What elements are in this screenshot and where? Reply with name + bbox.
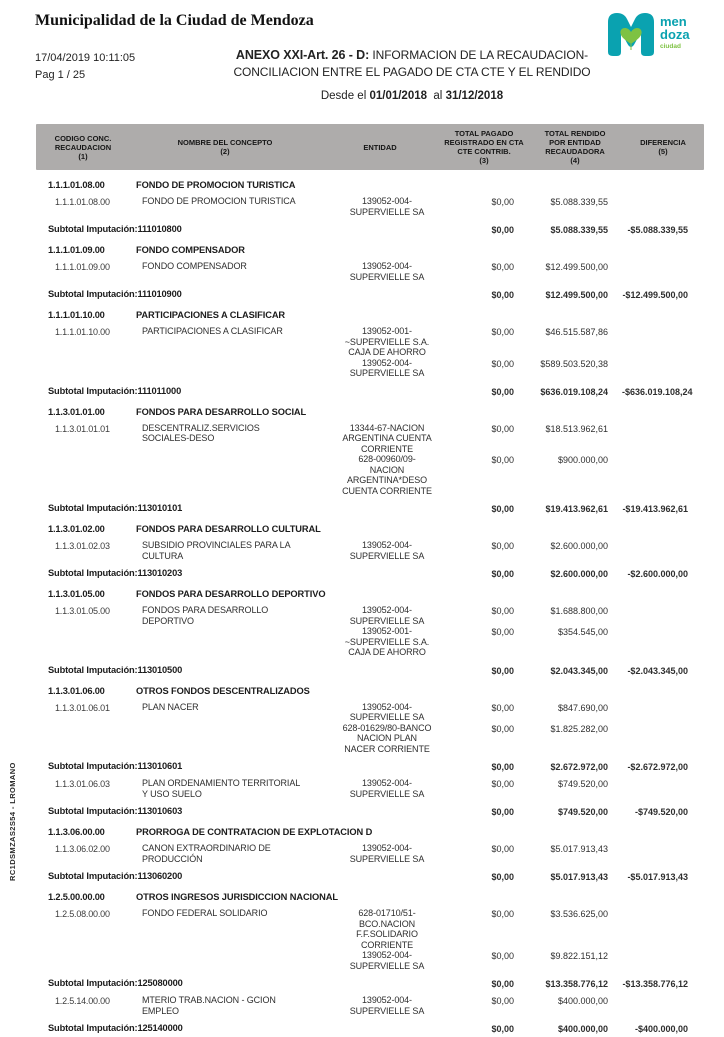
entity-cell: 139052-004- SUPERVIELLE SA [349,196,425,217]
subtotal-rendered-amount: $19.413.962,61 [545,504,608,514]
entity-entry-row [320,995,704,1016]
difference-amount [622,540,704,561]
table-row-subtotal [36,568,704,579]
subtotal-rendered-amount: $636.019.108,24 [540,386,608,397]
section-code: 1.1.1.01.10.00 [48,310,105,320]
concept-name: PARTICIPACIONES A CLASIFICAR [142,326,283,336]
entity-cell: 139052-001- ~SUPERVIELLE S.A. CAJA DE AHORRO [344,626,430,657]
entity-cell: 139052-004- SUPERVIELLE SA [349,540,425,561]
subtotal-rendered-amount: $749.520,00 [557,807,608,817]
subtotal-paid-amount: $0,00 [491,225,514,235]
concept-code: 1.1.1.01.09.00 [55,262,110,272]
subtotal-label: Subtotal Imputación:113010601 [48,761,183,771]
concept-name: FONDOS PARA DESARROLLO DEPORTIVO [142,605,269,626]
report-title-line1: INFORMACION DE LA RECAUDACION- [369,48,589,62]
report-datetime: 17/04/2019 10:11:05 [35,52,136,64]
paid-amount: $0,00 [491,262,514,272]
table-row-detail [36,702,704,755]
rendered-amount: $18.513.962,61 [545,423,608,434]
difference-amount [622,950,704,971]
table-row-subtotal [36,503,704,514]
table-body [36,180,704,1034]
entity-entry-row [320,605,704,626]
concept-name: FONDO DE PROMOCION TURISTICA [142,196,296,206]
concept-name: CANON EXTRAORDINARIO DE PRODUCCIÓN [142,843,271,864]
concept-code: 1.1.3.06.02.00 [55,844,110,854]
subtotal-label: Subtotal Imputación:111010900 [48,289,182,299]
entity-entry-row [320,540,704,561]
section-label: PARTICIPACIONES A CLASIFICAR [136,310,286,320]
subtotal-difference-amount: -$2.043.345,00 [627,665,688,676]
concept-code: 1.1.1.01.08.00 [55,197,110,207]
subtotal-paid-amount: $0,00 [491,872,514,882]
difference-amount [622,843,704,864]
entity-entries [320,261,704,282]
report-title-line2: CONCILIACION ENTRE EL PAGADO DE CTA CTE Y EL RENDIDO [233,65,591,79]
difference-amount [622,326,704,358]
entity-cell: 139052-004- SUPERVIELLE SA [349,778,425,799]
concept-code: 1.1.3.01.06.01 [55,702,110,713]
entity-cell: 628-00960/09- NACION ARGENTINA*DESO CUENTA CORRIENTE [342,454,432,496]
subtotal-paid-amount: $0,00 [491,762,514,772]
subtotal-paid-amount: $0,00 [491,665,514,676]
entity-cell: 139052-004- SUPERVIELLE SA [349,357,425,378]
rendered-amount: $5.088.339,55 [550,197,608,207]
concept-code: 1.2.5.14.00.00 [55,996,110,1006]
table-row-section [36,589,704,599]
concept-code: 1.1.3.01.02.03 [55,541,110,551]
subtotal-difference-amount: -$2.600.000,00 [627,569,688,579]
paid-amount: $0,00 [491,358,514,369]
page-number: Pag 1 / 25 [35,69,86,81]
entity-cell: 139052-004- SUPERVIELLE SA [349,701,425,722]
difference-amount [622,995,704,1016]
section-label: FONDOS PARA DESARROLLO SOCIAL [136,406,307,417]
entity-entries [320,702,704,755]
report-meta [35,50,135,84]
rendered-amount: $354.545,00 [557,627,608,637]
entity-entry-row [320,778,704,799]
rendered-amount: $1.688.800,00 [550,606,608,616]
subtotal-label: Subtotal Imputación:111010800 [48,224,182,234]
subtotal-difference-amount: -$400.000,00 [634,1024,688,1034]
section-label: FONDOS PARA DESARROLLO DEPORTIVO [136,589,326,599]
table-row-detail [36,995,704,1016]
table-row-detail [36,908,704,971]
table-row-detail [36,843,704,864]
period-from-date: 01/01/2018 [369,90,428,102]
subtotal-rendered-amount: $2.043.345,00 [550,665,608,676]
entity-entries [320,995,704,1016]
concept-code: 1.1.3.01.01.01 [55,423,110,434]
subtotal-paid-amount: $0,00 [491,1024,514,1034]
concept-name: MTERIO TRAB.NACION - GCION EMPLEO [142,995,276,1016]
entity-entries [320,908,704,971]
entity-entries [320,843,704,864]
paid-amount: $0,00 [491,606,514,616]
rendered-amount: $46.515.587,86 [545,327,608,337]
difference-amount [622,778,704,799]
subtotal-difference-amount: -$12.499.500,00 [622,290,688,300]
table-row-subtotal [36,665,704,676]
entity-entry-row [320,326,704,358]
entity-entry-row [320,454,704,496]
paid-amount: $0,00 [491,423,514,434]
entity-entries [320,540,704,561]
subtotal-paid-amount: $0,00 [491,979,514,989]
paid-amount: $0,00 [491,951,514,961]
section-code: 1.1.3.01.06.00 [48,685,105,696]
table-row-section [36,180,704,190]
reconciliation-table [36,124,704,1037]
subtotal-rendered-amount: $5.017.913,43 [550,872,608,882]
table-row-subtotal [36,289,704,300]
table-header-row [36,124,704,170]
entity-entries [320,605,704,658]
section-code: 1.1.3.01.05.00 [48,589,105,599]
column-header-rendido: TOTAL RENDIDO POR ENTIDAD RECAUDADORA (4) [544,129,606,165]
subtotal-rendered-amount: $400.000,00 [557,1024,608,1034]
table-row-detail [36,778,704,799]
period-mid: al [427,90,446,102]
period-prefix: Desde el [320,90,370,102]
rendered-amount: $9.822.151,12 [550,951,608,961]
rendered-amount: $1.825.282,00 [550,723,608,734]
table-row-subtotal [36,761,704,772]
logo-text-doza: doza [660,27,690,42]
entity-entry-row [320,196,704,217]
paid-amount: $0,00 [491,327,514,337]
section-code: 1.1.3.01.01.00 [48,406,105,417]
subtotal-rendered-amount: $5.088.339,55 [550,225,608,235]
table-row-subtotal [36,871,704,882]
subtotal-paid-amount: $0,00 [491,504,514,514]
difference-amount [622,261,704,282]
subtotal-difference-amount: -$13.358.776,12 [622,979,688,989]
column-header-pagado: TOTAL PAGADO REGISTRADO EN CTA CTE CONTRIB. (3) [444,129,524,165]
subtotal-label: Subtotal Imputación:125140000 [48,1023,183,1033]
subtotal-paid-amount: $0,00 [491,386,514,397]
rendered-amount: $3.536.625,00 [550,909,608,919]
subtotal-label: Subtotal Imputación:113010603 [48,806,183,816]
subtotal-paid-amount: $0,00 [491,290,514,300]
table-row-detail [36,540,704,561]
entity-cell: 139052-001- ~SUPERVIELLE S.A. CAJA DE AHORRO [344,326,430,357]
table-row-detail [36,423,704,497]
entity-entries [320,196,704,217]
entity-entry-row [320,261,704,282]
difference-amount [622,908,704,950]
table-row-detail [36,196,704,217]
entity-entry-row [320,843,704,864]
entity-cell: 13344-67-NACION ARGENTINA CUENTA CORRIENTE [342,422,432,454]
difference-amount [622,454,704,496]
entity-entry-row [320,723,704,755]
subtotal-label: Subtotal Imputación:113010101 [48,503,183,513]
table-row-section [36,310,704,320]
organization-title: Municipalidad de la Ciudad de Mendoza [35,12,314,29]
subtotal-rendered-amount: $2.600.000,00 [550,569,608,579]
table-row-section [36,407,704,417]
difference-amount [622,702,704,723]
concept-name: PLAN ORDENAMIENTO TERRITORIAL Y USO SUELO [142,778,300,799]
logo-text-ciudad: ciudad [660,43,681,50]
concept-name: SUBSIDIO PROVINCIALES PARA LA CULTURA [142,540,290,561]
table-row-subtotal [36,978,704,989]
entity-cell: 139052-004- SUPERVIELLE SA [349,995,425,1016]
rendered-amount: $749.520,00 [557,779,608,789]
entity-entries [320,326,704,379]
section-label: OTROS FONDOS DESCENTRALIZADOS [136,685,310,696]
paid-amount: $0,00 [491,197,514,207]
section-code: 1.2.5.00.00.00 [48,892,105,902]
difference-amount [622,358,704,379]
report-title [150,47,674,81]
section-code: 1.1.1.01.09.00 [48,245,105,255]
subtotal-paid-amount: $0,00 [491,569,514,579]
entity-entry-row [320,358,704,379]
concept-code: 1.1.3.01.06.03 [55,779,110,789]
rendered-amount: $5.017.913,43 [550,844,608,854]
concept-code: 1.2.5.08.00.00 [55,909,110,919]
subtotal-difference-amount: -$636.019.108,24 [622,386,693,397]
mendoza-ciudad-logo [600,6,700,58]
paid-amount: $0,00 [491,702,514,713]
concept-code: 1.1.3.01.05.00 [55,606,110,616]
subtotal-difference-amount: -$5.088.339,55 [627,225,688,235]
paid-amount: $0,00 [491,909,514,919]
entity-cell: 139052-004- SUPERVIELLE SA [349,843,425,864]
concept-name: DESCENTRALIZ.SERVICIOS SOCIALES-DESO [142,422,260,443]
subtotal-difference-amount: -$5.017.913,43 [627,872,688,882]
table-row-subtotal [36,806,704,817]
period-to-date: 31/12/2018 [445,90,504,102]
concept-name: PLAN NACER [142,701,199,712]
rendered-amount: $12.499.500,00 [545,262,608,272]
difference-amount [622,723,704,755]
column-header-codigo: CODIGO CONC. RECAUDACION (1) [54,133,112,161]
difference-amount [622,605,704,626]
concept-name: FONDO FEDERAL SOLIDARIO [142,908,268,918]
rendered-amount: $847.690,00 [557,702,608,713]
entity-entries [320,423,704,497]
entity-entry-row [320,702,704,723]
table-row-section [36,686,704,696]
subtotal-label: Subtotal Imputación:113010500 [48,664,183,675]
subtotal-label: Subtotal Imputación:125080000 [48,978,183,988]
subtotal-difference-amount: -$749.520,00 [634,807,688,817]
table-row-detail [36,605,704,658]
entity-cell: 628-01710/51- BCO.NACION F.F.SOLIDARIO CORRIENTE [356,908,418,950]
rendered-amount: $400.000,00 [557,996,608,1006]
table-row-subtotal [36,1023,704,1034]
table-row-section [36,827,704,837]
entity-cell: 139052-004- SUPERVIELLE SA [349,605,425,626]
report-title-code: ANEXO XXI-Art. 26 - D: [235,48,370,62]
difference-amount [622,196,704,217]
paid-amount: $0,00 [491,541,514,551]
entity-entry-row [320,908,704,950]
section-label: FONDO COMPENSADOR [136,245,245,255]
concept-code: 1.1.1.01.10.00 [55,327,110,337]
concept-name: FONDO COMPENSADOR [142,261,247,271]
subtotal-label: Subtotal Imputación:111011000 [48,385,182,396]
column-header-entidad: ENTIDAD [363,142,397,152]
table-row-subtotal [36,386,704,397]
mendoza-logo-icon [600,6,700,58]
subtotal-paid-amount: $0,00 [491,807,514,817]
section-label: FONDO DE PROMOCION TURISTICA [136,180,296,190]
column-header-diferencia: DIFERENCIA (5) [640,138,686,156]
section-code: 1.1.3.06.00.00 [48,827,105,837]
difference-amount [622,626,704,658]
paid-amount: $0,00 [491,844,514,854]
paid-amount: $0,00 [491,996,514,1006]
subtotal-rendered-amount: $2.672.972,00 [550,762,608,772]
sidebar-watermark-text: RC1DSMZAS2S54 - LROMANO [8,762,17,882]
rendered-amount: $900.000,00 [557,455,608,465]
difference-amount [622,423,704,455]
entity-cell: 139052-004- SUPERVIELLE SA [349,261,425,282]
entity-entry-row [320,950,704,971]
section-label: OTROS INGRESOS JURISDICCION NACIONAL [136,892,338,902]
table-row-section [36,524,704,534]
subtotal-difference-amount: -$19.413.962,61 [622,504,688,514]
section-label: FONDOS PARA DESARROLLO CULTURAL [136,524,321,534]
section-label: PRORROGA DE CONTRATACION DE EXPLOTACION D [136,827,373,837]
rendered-amount: $2.600.000,00 [550,541,608,551]
table-row-detail [36,261,704,282]
subtotal-label: Subtotal Imputación:113010203 [48,568,183,578]
section-code: 1.1.3.01.02.00 [48,524,105,534]
paid-amount: $0,00 [491,455,514,465]
section-code: 1.1.1.01.08.00 [48,180,105,190]
entity-entry-row [320,626,704,658]
entity-cell: 139052-004- SUPERVIELLE SA [349,950,425,971]
table-row-section [36,892,704,902]
table-row-subtotal [36,224,704,235]
paid-amount: $0,00 [491,627,514,637]
subtotal-label: Subtotal Imputación:113060200 [48,871,183,881]
entity-entries [320,778,704,799]
paid-amount: $0,00 [491,779,514,789]
entity-cell: 628-01629/80-BANCO NACION PLAN NACER CORRIENTE [342,722,432,754]
logo-text-men: men [660,14,687,29]
subtotal-rendered-amount: $13.358.776,12 [545,979,608,989]
table-row-detail [36,326,704,379]
subtotal-rendered-amount: $12.499.500,00 [545,290,608,300]
entity-entry-row [320,423,704,455]
report-period [150,90,674,102]
subtotal-difference-amount: -$2.672.972,00 [627,762,688,772]
paid-amount: $0,00 [491,723,514,734]
rendered-amount: $589.503.520,38 [540,358,608,369]
column-header-concepto: NOMBRE DEL CONCEPTO (2) [177,138,273,156]
table-row-section [36,245,704,255]
